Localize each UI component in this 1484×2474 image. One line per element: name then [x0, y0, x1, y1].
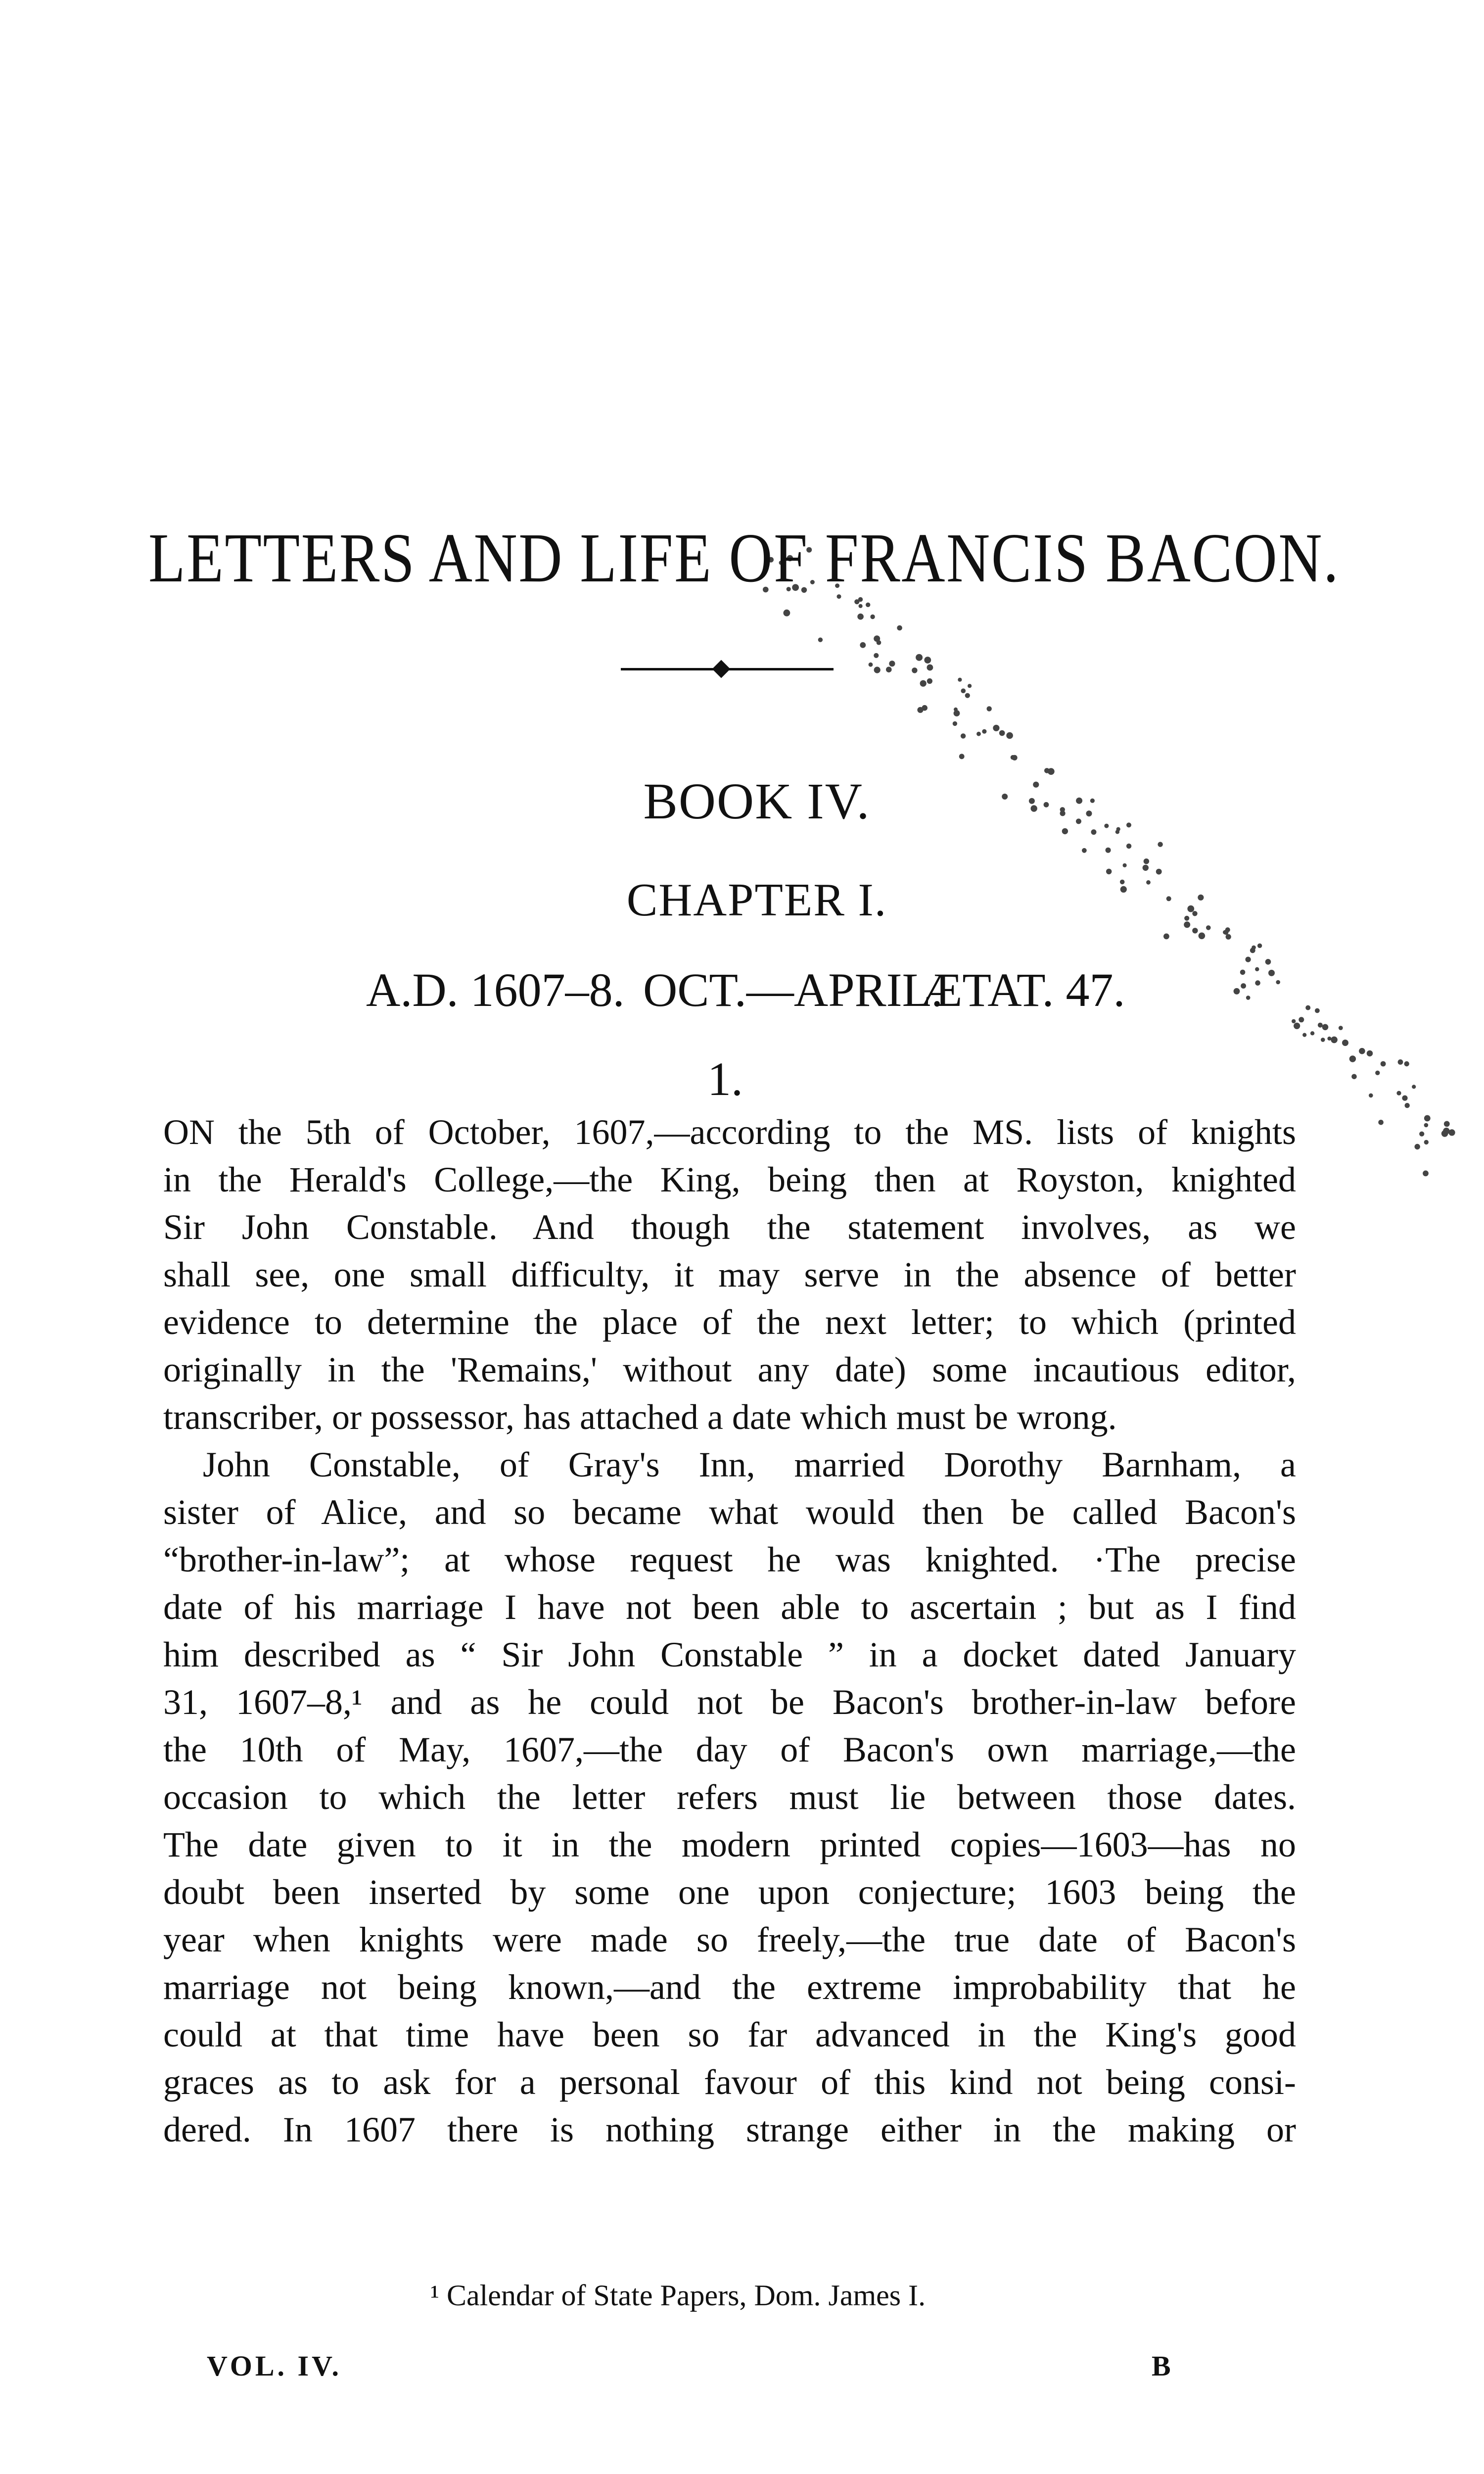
- stamp-dot: [993, 725, 999, 731]
- stamp-dot: [1381, 1061, 1386, 1067]
- stamp-dot: [897, 625, 902, 631]
- page-title: LETTERS AND LIFE OF FRANCIS BACON.: [148, 519, 1340, 597]
- stamp-dot: [1163, 934, 1169, 940]
- body-line: could at that time have been so far advanced in the King's good: [163, 2015, 1296, 2054]
- body-line: John Constable, of Gray's Inn, married Dorothy Barnham, a: [203, 1445, 1296, 1484]
- dateline-months: OCT.—APRIL.: [643, 963, 943, 1016]
- stamp-dot: [927, 665, 933, 671]
- body-line: year when knights were made so freely,—the true date of Bacon's: [163, 1920, 1296, 1959]
- stamp-dot: [999, 730, 1005, 736]
- book-heading: BOOK IV.: [643, 773, 871, 830]
- stamp-dot: [1302, 1033, 1306, 1037]
- stamp-dot: [1240, 970, 1246, 975]
- stamp-dot: [784, 610, 790, 617]
- stamp-dot: [965, 693, 970, 698]
- stamp-dot: [1234, 988, 1240, 995]
- stamp-dot: [1158, 842, 1162, 847]
- stamp-dot: [920, 680, 927, 687]
- stamp-dot: [1359, 1048, 1365, 1054]
- stamp-dot: [1246, 957, 1251, 962]
- stamp-dot: [1315, 1008, 1320, 1013]
- body-line: ON the 5th of October, 1607,—according to the MS. lists of knights: [163, 1112, 1296, 1152]
- stamp-dot: [818, 637, 823, 642]
- stamp-dot: [889, 661, 895, 666]
- stamp-dot: [958, 678, 962, 682]
- stamp-dot: [976, 732, 981, 736]
- stamp-dot: [1226, 934, 1231, 940]
- stamp-dot: [987, 706, 992, 711]
- stamp-dot: [1268, 970, 1275, 976]
- stamp-dot: [982, 729, 986, 734]
- stamp-dot: [1322, 1024, 1329, 1031]
- stamp-dot: [1310, 1031, 1314, 1035]
- stamp-dot: [1318, 1023, 1323, 1028]
- body-line: marriage not being known,—and the extreme improbability that he: [163, 1967, 1296, 2007]
- stamp-dot: [1321, 1038, 1325, 1042]
- stamp-dot: [1123, 863, 1127, 867]
- body-line: him described as “ Sir John Constable ” in a docket dated January: [163, 1635, 1296, 1674]
- stamp-dot: [953, 721, 957, 726]
- volume-label: VOL. IV.: [207, 2350, 342, 2382]
- stamp-dot: [857, 614, 864, 620]
- stamp-dot: [877, 640, 881, 645]
- stamp-dot: [859, 604, 863, 608]
- footnote: ¹ Calendar of State Papers, Dom. James I.: [430, 2279, 926, 2312]
- body-line: transcriber, or possessor, has attached a date which must be wrong.: [163, 1397, 1117, 1437]
- stamp-dot: [1424, 1115, 1431, 1122]
- stamp-dot: [1294, 1023, 1300, 1029]
- body-line: sister of Alice, and so became what would then be called Bacon's: [163, 1492, 1296, 1532]
- stamp-dot: [1367, 1050, 1373, 1056]
- stamp-dot: [1444, 1121, 1450, 1127]
- stamp-dot: [1404, 1061, 1409, 1066]
- stamp-dot: [1305, 1005, 1310, 1010]
- stamp-dot: [874, 653, 879, 658]
- stamp-dot: [1342, 1040, 1348, 1046]
- stamp-dot: [1412, 1085, 1416, 1089]
- stamp-dot: [1396, 1091, 1401, 1095]
- stamp-dot: [1398, 1059, 1403, 1065]
- body-line: doubt been inserted by some one upon conjecture; 1603 being the: [163, 1872, 1296, 1912]
- stamp-dot: [912, 667, 917, 673]
- body-line: “brother-in-law”; at whose request he was knighted. ·The precise: [163, 1540, 1296, 1579]
- stamp-dot: [1241, 983, 1246, 989]
- stamp-dot: [1441, 1130, 1448, 1137]
- body-line: evidence to determine the place of the next letter; to which (printed: [163, 1302, 1296, 1342]
- dateline-years: A.D. 1607–8.: [366, 963, 625, 1016]
- stamp-dot: [959, 754, 965, 759]
- stamp-dot: [961, 733, 966, 738]
- stamp-dot: [870, 615, 875, 619]
- stamp-dot: [927, 678, 932, 684]
- stamp-dot: [1424, 1123, 1429, 1128]
- stamp-dot: [1419, 1132, 1424, 1137]
- stamp-dot: [1255, 967, 1259, 971]
- stamp-dot: [917, 707, 923, 713]
- stamp-dot: [1143, 865, 1149, 871]
- stamp-dot: [1423, 1171, 1429, 1177]
- body-line: Sir John Constable. And though the statement involves, as we: [163, 1207, 1296, 1247]
- stamp-dot: [916, 654, 923, 661]
- body-line: shall see, one small difficulty, it may serve in the absence of better: [163, 1255, 1296, 1294]
- stamp-dot: [1082, 848, 1087, 853]
- stamp-dot: [1223, 930, 1228, 935]
- chapter-heading: CHAPTER I.: [626, 874, 887, 926]
- stamp-dot: [1405, 1103, 1410, 1108]
- body-line: the 10th of May, 1607,—the day of Bacon's own marriage,—the: [163, 1730, 1296, 1769]
- dateline: [366, 962, 1125, 1017]
- section-number: 1.: [707, 1052, 743, 1105]
- stamp-dot: [1449, 1129, 1455, 1136]
- stamp-dot: [886, 666, 892, 672]
- body-text: [163, 1108, 1296, 2153]
- stamp-dot: [1402, 1095, 1407, 1101]
- body-line: graces as to ask for a personal favour of this kind not being consi-: [163, 2062, 1296, 2102]
- stamp-dot: [1192, 928, 1198, 933]
- stamp-dot: [869, 663, 873, 667]
- stamp-dot: [1331, 1037, 1338, 1044]
- stamp-dot: [1006, 732, 1013, 739]
- stamp-dot: [1199, 933, 1206, 940]
- stamp-dot: [924, 657, 931, 664]
- stamp-dot: [1265, 959, 1271, 965]
- stamp-dot: [1106, 848, 1111, 853]
- stamp-dot: [1144, 858, 1149, 864]
- stamp-dot: [866, 603, 870, 607]
- stamp-dot: [854, 599, 859, 604]
- stamp-dot: [1327, 1037, 1331, 1041]
- stamp-dot: [1415, 1144, 1420, 1149]
- stamp-dot: [968, 684, 972, 688]
- stamp-dot: [1378, 1120, 1384, 1125]
- body-line: occasion to which the letter refers must lie between those dates.: [163, 1777, 1296, 1817]
- stamp-dot: [1257, 944, 1262, 948]
- body-line: 31, 1607–8,¹ and as he could not be Bacon's brother-in-law before: [163, 1682, 1296, 1722]
- body-line: date of his marriage I have not been able to ascertain ; but as I find: [163, 1587, 1296, 1627]
- stamp-dot: [1276, 980, 1280, 985]
- stamp-dot: [1369, 1094, 1373, 1098]
- stamp-dot: [1351, 1074, 1357, 1080]
- stamp-dot: [1292, 1019, 1296, 1023]
- stamp-dot: [961, 688, 966, 693]
- body-line: dered. In 1607 there is nothing strange either in the making or: [163, 2110, 1296, 2149]
- stamp-dot: [1298, 1017, 1304, 1022]
- stamp-dot: [954, 708, 958, 712]
- body-line: in the Herald's College,—the King, being then at Royston, knighted: [163, 1160, 1296, 1199]
- stamp-dot: [1246, 996, 1251, 1000]
- stamp-dot: [1375, 1071, 1380, 1075]
- stamp-dot: [1255, 980, 1260, 986]
- body-line: originally in the 'Remains,' without any date) some incautious editor,: [163, 1350, 1296, 1389]
- body-line: The date given to it in the modern printed copies—1603—has no: [163, 1825, 1296, 1864]
- stamp-dot: [1126, 844, 1131, 849]
- stamp-dot: [1250, 948, 1255, 953]
- stamp-dot: [874, 666, 881, 673]
- stamp-dot: [860, 642, 866, 648]
- stamp-dot: [1424, 1140, 1429, 1144]
- dateline-age: ÆTAT. 47.: [920, 963, 1125, 1016]
- stamp-dot: [1349, 1055, 1356, 1062]
- signature-mark: B: [1152, 2350, 1171, 2382]
- stamp-dot: [1339, 1026, 1343, 1030]
- stamp-dot: [1012, 755, 1018, 761]
